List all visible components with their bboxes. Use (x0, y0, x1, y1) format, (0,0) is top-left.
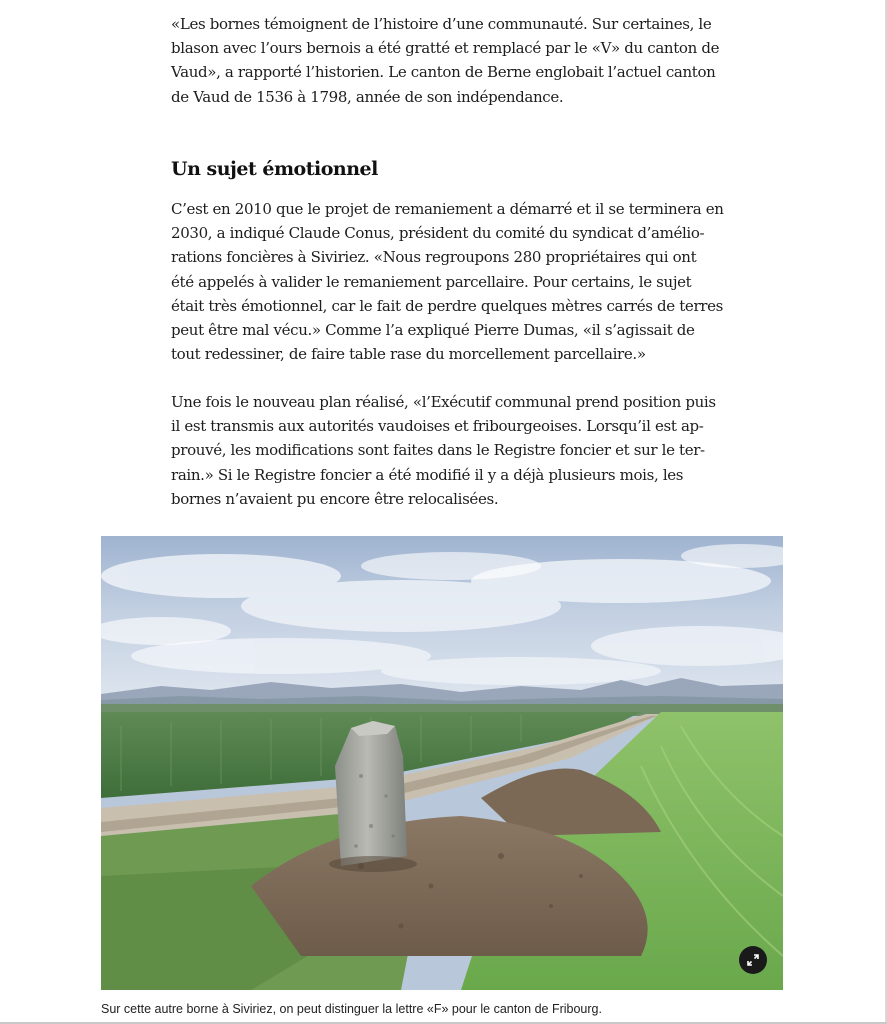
paragraph-line: peut être mal vécu.» Comme l’a expliqué Pierre Dumas, «il s’agissait de (171, 321, 695, 340)
paragraph-line: bornes n’avaient pu encore être relocalisées. (171, 489, 499, 508)
paragraph-line: était très émotionnel, car le fait de perdre quelques mètres carrés de terres (171, 296, 723, 315)
paragraph-line: rain.» Si le Registre foncier a été modifié il y a déjà plusieurs mois, les (171, 465, 684, 484)
paragraph-line: il est transmis aux autorités vaudoises et fribourgeoises. Lorsqu’il est ap- (171, 417, 704, 436)
paragraph-line: Vaud», a rapporté l’historien. Le canton de Berne englobait l’actuel canton (171, 63, 716, 82)
paragraph-line: rations foncières à Siviriez. «Nous regroupons 280 propriétaires qui ont (171, 248, 697, 267)
expand-image-button[interactable] (739, 946, 767, 974)
boundary-stone-photo (101, 536, 783, 990)
paragraph-line: tout redessiner, de faire table rase du morcellement parcellaire.» (171, 345, 646, 364)
paragraph-line: Une fois le nouveau plan réalisé, «l’Exécutif communal prend position puis (171, 393, 716, 411)
paragraph-line: 2030, a indiqué Claude Conus, président du comité du syndicat d’amélio- (171, 224, 705, 243)
article-photo (101, 536, 783, 990)
paragraph-line: C’est en 2010 que le projet de remaniement a démarré et il se terminera en (171, 200, 724, 218)
paragraph-3 (171, 390, 716, 511)
expand-icon (746, 953, 760, 967)
paragraph-line: prouvé, les modifications sont faites dans le Registre foncier et sur le ter- (171, 441, 705, 460)
paragraph-line: été appelés à valider le remaniement parcellaire. Pour certains, le sujet (171, 272, 692, 291)
section-heading: Un sujet émotionnel (171, 158, 378, 180)
paragraph-line: «Les bornes témoignent de l’histoire d’une communauté. Sur certaines, le (171, 15, 712, 33)
paragraph-line: blason avec l’ours bernois a été gratté et remplacé par le «V» du canton de (171, 39, 720, 58)
paragraph-line: de Vaud de 1536 à 1798, année de son indépendance. (171, 87, 564, 106)
photo-caption: Sur cette autre borne à Siviriez, on peut distinguer la lettre «F» pour le canton de Fribourg. (101, 1002, 602, 1016)
paragraph-1 (171, 12, 719, 109)
paragraph-2 (171, 197, 724, 366)
